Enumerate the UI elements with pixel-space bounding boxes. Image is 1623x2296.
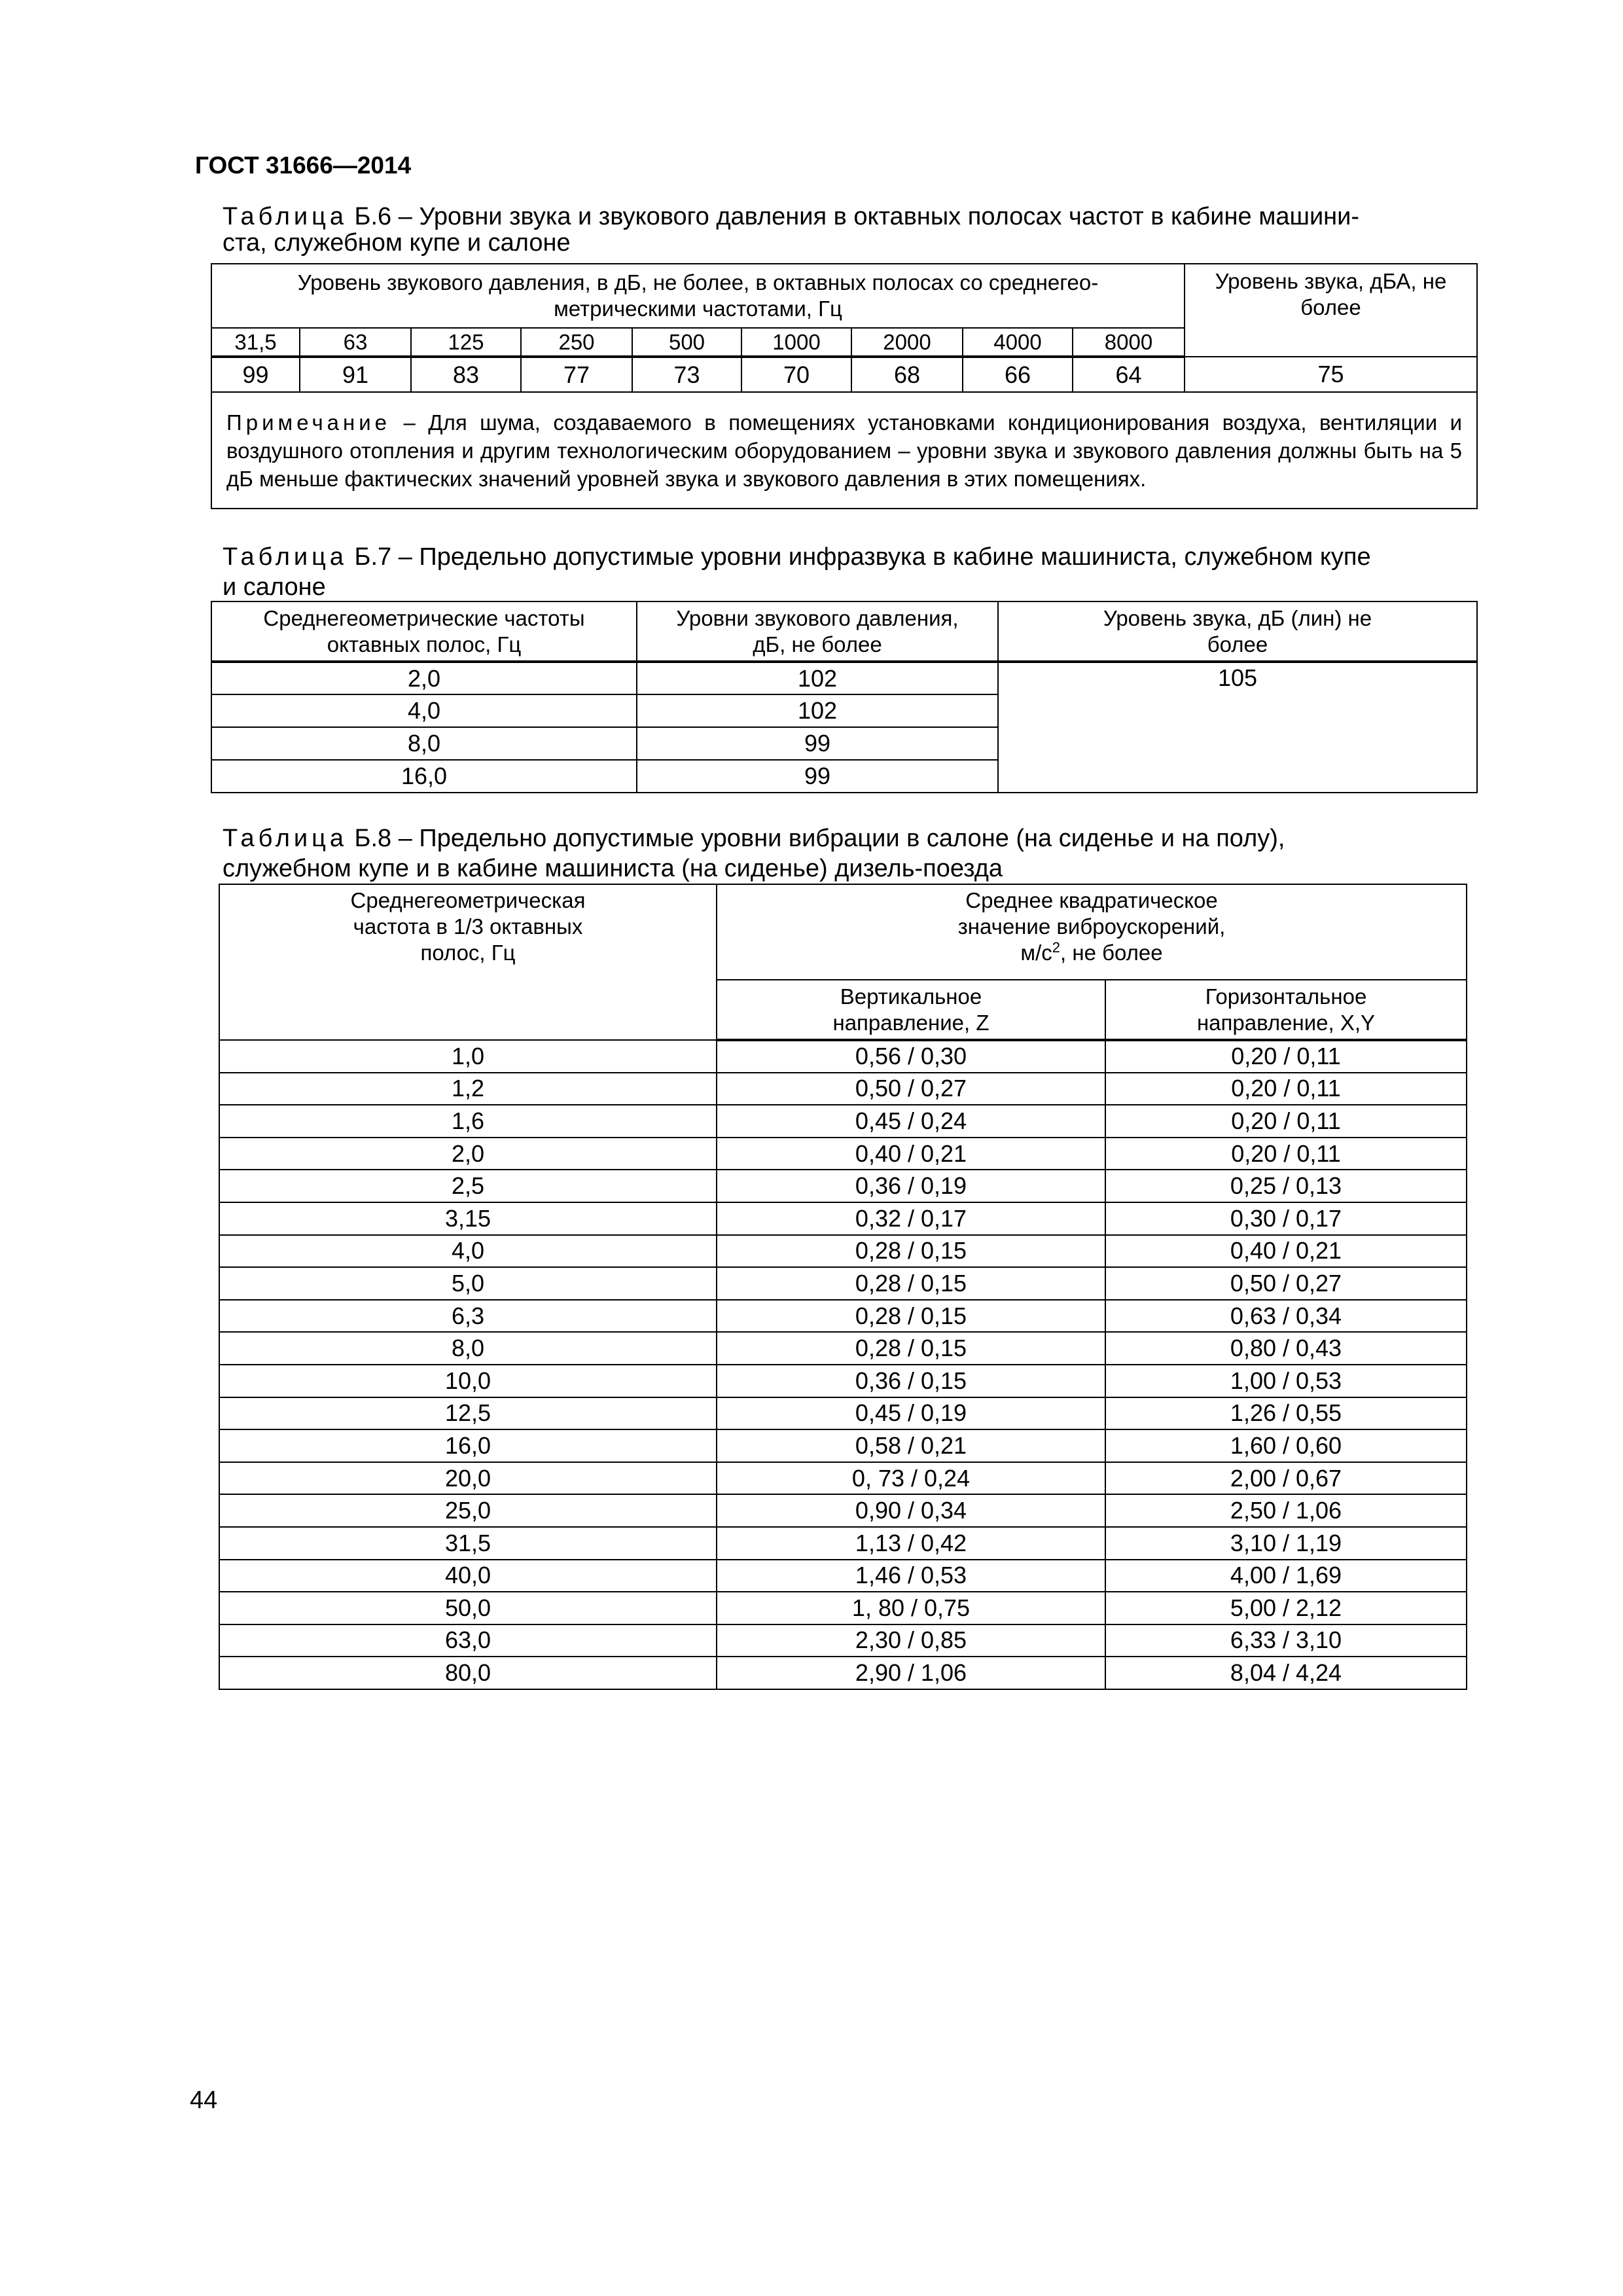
table8-vertical: 0,36 / 0,19	[717, 1170, 1105, 1202]
table7-caption-text: Б.7 – Предельно допустимые уровни инфразвука в кабине машиниста, служебном купе	[348, 543, 1371, 571]
table6-value: 68	[851, 357, 963, 392]
table6-freq: 4000	[963, 328, 1073, 357]
table8-freq: 4,0	[219, 1235, 717, 1268]
table8-freq: 6,3	[219, 1300, 717, 1333]
table8-freq: 20,0	[219, 1462, 717, 1495]
table7-level: 102	[637, 662, 998, 694]
table8-vertical: 0,32 / 0,17	[717, 1202, 1105, 1235]
table8-freq: 1,6	[219, 1105, 717, 1138]
table8-freq: 1,2	[219, 1073, 717, 1105]
table6-freq: 125	[411, 328, 521, 357]
page-number: 44	[190, 2087, 218, 2114]
table6-caption-label: Таблица	[223, 203, 348, 230]
table8-vertical: 0,28 / 0,15	[717, 1332, 1105, 1365]
table8-horizontal: 0,20 / 0,11	[1105, 1040, 1467, 1073]
table7-level: 99	[637, 760, 998, 793]
table8-vertical: 1, 80 / 0,75	[717, 1592, 1105, 1624]
table6-freq: 500	[632, 328, 741, 357]
table7-freq: 16,0	[211, 760, 637, 793]
table-row	[219, 1560, 1467, 1592]
table8-vertical: 0,40 / 0,21	[717, 1138, 1105, 1170]
table7-head-sound: Уровень звука, дБ (лин) не более	[998, 601, 1477, 662]
table8-freq: 2,5	[219, 1170, 717, 1202]
table7-head-frequency: Среднегеометрические частоты октавных полос, Гц	[211, 601, 637, 662]
table8-horizontal: 0,20 / 0,11	[1105, 1073, 1467, 1105]
table8-vertical: 0,56 / 0,30	[717, 1040, 1105, 1073]
table-row	[219, 1267, 1467, 1300]
table6-freq: 250	[521, 328, 632, 357]
table-row	[211, 662, 1477, 694]
table8-horizontal: 0,25 / 0,13	[1105, 1170, 1467, 1202]
table8-vertical: 1,13 / 0,42	[717, 1527, 1105, 1560]
table8-caption-text: Б.8 – Предельно допустимые уровни вибрации в салоне (на сиденье и на полу),	[348, 825, 1285, 852]
table8-caption-label: Таблица	[223, 825, 348, 852]
table8-horizontal: 0,63 / 0,34	[1105, 1300, 1467, 1333]
table7-caption-line2: и салоне	[223, 573, 326, 601]
table6-caption	[223, 200, 1479, 259]
table7-freq: 2,0	[211, 662, 637, 694]
table8-vertical: 0,58 / 0,21	[717, 1429, 1105, 1462]
table8-head-acceleration-tail: , не более	[1060, 941, 1163, 965]
table6-freq: 63	[300, 328, 411, 357]
table6-note-text: – Для шума, создаваемого в помещениях установками кондиционирования воздуха, вентиляции и воздушного отопления и другим технологическим оборудованием – уровни звука и звукового давления должны быть на 5 дБ меньше фактических значений уровней звука и звукового давления в этих помещениях.	[226, 410, 1462, 491]
table-row	[219, 1300, 1467, 1333]
table8-vertical: 0,28 / 0,15	[717, 1235, 1105, 1268]
table8-freq: 25,0	[219, 1494, 717, 1527]
table8-head-acceleration	[717, 884, 1467, 980]
table8-horizontal: 2,50 / 1,06	[1105, 1494, 1467, 1527]
table7-caption	[223, 541, 1479, 603]
table8-freq: 8,0	[219, 1332, 717, 1365]
table8-vertical: 2,90 / 1,06	[717, 1657, 1105, 1689]
table8-freq: 80,0	[219, 1657, 717, 1689]
table-row	[219, 1494, 1467, 1527]
table8-horizontal: 0,80 / 0,43	[1105, 1332, 1467, 1365]
table8-horizontal: 1,00 / 0,53	[1105, 1365, 1467, 1397]
table-row	[219, 1657, 1467, 1689]
table8-freq: 1,0	[219, 1040, 717, 1073]
table7-sound-level: 105	[998, 662, 1477, 793]
table8-freq: 12,5	[219, 1397, 717, 1430]
table7	[211, 601, 1478, 793]
table6-value-row	[211, 357, 1477, 392]
table8-horizontal: 0,30 / 0,17	[1105, 1202, 1467, 1235]
table8	[219, 884, 1467, 1690]
table6-value: 70	[741, 357, 851, 392]
table7-caption-label: Таблица	[223, 543, 348, 571]
table-row	[219, 1332, 1467, 1365]
table8-head-vertical: Вертикальное направление, Z	[717, 980, 1105, 1040]
table8-vertical: 2,30 / 0,85	[717, 1624, 1105, 1657]
table8-vertical: 0,28 / 0,15	[717, 1300, 1105, 1333]
table6-level: 75	[1185, 357, 1477, 392]
table7-level: 99	[637, 727, 998, 760]
table8-freq: 10,0	[219, 1365, 717, 1397]
table8-vertical: 0,36 / 0,15	[717, 1365, 1105, 1397]
table8-vertical: 0,45 / 0,24	[717, 1105, 1105, 1138]
table-row	[219, 1365, 1467, 1397]
table6	[211, 263, 1478, 509]
table8-horizontal: 1,60 / 0,60	[1105, 1429, 1467, 1462]
table8-freq: 63,0	[219, 1624, 717, 1657]
table6-value: 99	[211, 357, 300, 392]
table8-horizontal: 2,00 / 0,67	[1105, 1462, 1467, 1495]
table8-vertical: 0, 73 / 0,24	[717, 1462, 1105, 1495]
document-id: ГОСТ 31666—2014	[195, 152, 412, 179]
table8-vertical: 0,90 / 0,34	[717, 1494, 1105, 1527]
table8-head-frequency: Среднегеометрическая частота в 1/3 октавных полос, Гц	[219, 884, 717, 1040]
table8-head-horizontal: Горизонтальное направление, X,Y	[1105, 980, 1467, 1040]
table7-head-pressure: Уровни звукового давления, дБ, не более	[637, 601, 998, 662]
table8-horizontal: 0,20 / 0,11	[1105, 1138, 1467, 1170]
table8-horizontal: 8,04 / 4,24	[1105, 1657, 1467, 1689]
table8-freq: 3,15	[219, 1202, 717, 1235]
table6-freq: 8000	[1073, 328, 1185, 357]
table6-note	[211, 392, 1477, 509]
table-row	[219, 1397, 1467, 1430]
table7-level: 102	[637, 694, 998, 727]
table6-freq: 2000	[851, 328, 963, 357]
table6-value: 77	[521, 357, 632, 392]
table7-freq: 4,0	[211, 694, 637, 727]
table-row	[219, 1202, 1467, 1235]
table8-caption	[223, 822, 1479, 885]
table6-note-label: Примечание	[226, 410, 391, 435]
table8-horizontal: 0,40 / 0,21	[1105, 1235, 1467, 1268]
table-row	[219, 1040, 1467, 1073]
table6-freq: 1000	[741, 328, 851, 357]
table7-freq: 8,0	[211, 727, 637, 760]
table-row	[219, 1624, 1467, 1657]
table6-head-right: Уровень звука, дБА, не более	[1185, 264, 1477, 357]
table-row	[219, 1138, 1467, 1170]
table-row	[219, 1170, 1467, 1202]
table8-horizontal: 3,10 / 1,19	[1105, 1527, 1467, 1560]
table6-head-left: Уровень звукового давления, в дБ, не более, в октавных полосах со среднегео-метрическими частотами, Гц	[211, 264, 1185, 328]
table8-vertical: 1,46 / 0,53	[717, 1560, 1105, 1592]
table6-caption-text: Б.6 – Уровни звука и звукового давления в октавных полосах частот в кабине машини-	[348, 203, 1360, 230]
table8-horizontal: 0,50 / 0,27	[1105, 1267, 1467, 1300]
table8-freq: 31,5	[219, 1527, 717, 1560]
table8-caption-line2: служебном купе и в кабине машиниста (на сиденье) дизель-поезда	[223, 855, 1003, 882]
table8-freq: 50,0	[219, 1592, 717, 1624]
table-row	[219, 1235, 1467, 1268]
table8-vertical: 0,50 / 0,27	[717, 1073, 1105, 1105]
table8-freq: 5,0	[219, 1267, 717, 1300]
table8-horizontal: 6,33 / 3,10	[1105, 1624, 1467, 1657]
table-row	[219, 1429, 1467, 1462]
table-row	[219, 1073, 1467, 1105]
table6-value: 64	[1073, 357, 1185, 392]
table6-value: 91	[300, 357, 411, 392]
table8-freq: 40,0	[219, 1560, 717, 1592]
table8-freq: 16,0	[219, 1429, 717, 1462]
table6-freq: 31,5	[211, 328, 300, 357]
table6-value: 73	[632, 357, 741, 392]
table-row	[219, 1527, 1467, 1560]
table6-value: 83	[411, 357, 521, 392]
table6-value: 66	[963, 357, 1073, 392]
table8-vertical: 0,28 / 0,15	[717, 1267, 1105, 1300]
table8-head-acceleration-text: Среднее квадратическое значение виброускорений, м/с	[957, 888, 1226, 965]
table8-horizontal: 4,00 / 1,69	[1105, 1560, 1467, 1592]
table-row	[219, 1105, 1467, 1138]
table6-caption-line2: ста, служебном купе и салоне	[223, 229, 571, 257]
table8-horizontal: 5,00 / 2,12	[1105, 1592, 1467, 1624]
table8-freq: 2,0	[219, 1138, 717, 1170]
table8-horizontal: 1,26 / 0,55	[1105, 1397, 1467, 1430]
table-row	[219, 1592, 1467, 1624]
table8-vertical: 0,45 / 0,19	[717, 1397, 1105, 1430]
table-row	[219, 1462, 1467, 1495]
table8-body	[219, 1040, 1467, 1689]
table8-head-acceleration-sup: 2	[1052, 939, 1061, 956]
table8-horizontal: 0,20 / 0,11	[1105, 1105, 1467, 1138]
